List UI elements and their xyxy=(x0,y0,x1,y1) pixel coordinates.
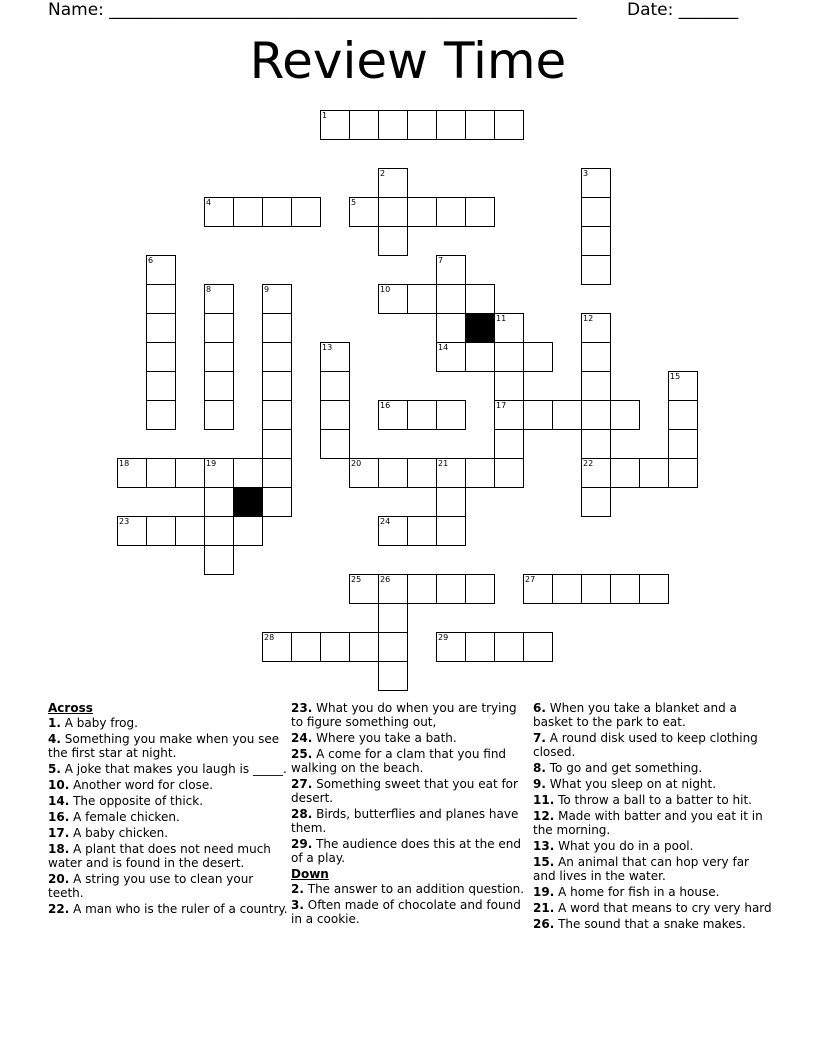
grid-cell[interactable] xyxy=(436,574,466,604)
grid-cell[interactable] xyxy=(581,226,611,256)
clue-number: 19. xyxy=(533,885,555,899)
grid-cell[interactable] xyxy=(204,313,234,343)
grid-cell[interactable] xyxy=(320,632,350,662)
grid-cell[interactable] xyxy=(407,284,437,314)
grid-cell[interactable] xyxy=(262,371,292,401)
grid-cell[interactable] xyxy=(204,342,234,372)
grid-cell[interactable] xyxy=(639,574,669,604)
grid-cell[interactable] xyxy=(349,458,379,488)
grid-cell[interactable] xyxy=(610,458,640,488)
cell-number: 5 xyxy=(351,198,357,207)
clue-number: 21. xyxy=(533,901,555,915)
grid-cell[interactable] xyxy=(204,487,234,517)
clue-text: When you take a blanket and a basket to the park to eat. xyxy=(533,701,737,729)
clue xyxy=(533,917,773,931)
date-label: Date: xyxy=(627,0,674,20)
grid-cell[interactable] xyxy=(378,516,408,546)
grid-cell[interactable] xyxy=(233,458,263,488)
clue-text: To go and get something. xyxy=(549,761,703,775)
grid-cell[interactable] xyxy=(117,516,147,546)
grid-cell[interactable] xyxy=(378,168,408,198)
clue-number: 29. xyxy=(291,837,313,851)
grid-cell[interactable] xyxy=(320,371,350,401)
cell-number: 23 xyxy=(119,517,130,526)
grid-cell[interactable] xyxy=(146,400,176,430)
cell-number: 19 xyxy=(206,459,217,468)
grid-cell[interactable] xyxy=(494,400,524,430)
clue xyxy=(533,855,773,883)
clue xyxy=(48,794,288,808)
grid-cell[interactable] xyxy=(378,574,408,604)
grid-cell[interactable] xyxy=(175,516,205,546)
clue xyxy=(291,882,531,896)
down-heading: Down xyxy=(291,867,329,881)
clue-text: Made with batter and you eat it in the morning. xyxy=(533,809,763,837)
grid-cell[interactable] xyxy=(465,342,495,372)
cell-number: 12 xyxy=(583,314,594,323)
clues-column-3 xyxy=(533,701,773,933)
cell-number: 14 xyxy=(438,343,449,352)
clue xyxy=(48,842,288,870)
grid-cell[interactable] xyxy=(581,458,611,488)
clue xyxy=(533,761,773,775)
cell-number: 4 xyxy=(206,198,212,207)
clue-text: A baby chicken. xyxy=(73,826,169,840)
clue-number: 24. xyxy=(291,731,313,745)
grid-cell[interactable] xyxy=(320,342,350,372)
clue xyxy=(48,716,288,730)
grid-cell[interactable] xyxy=(465,574,495,604)
grid-cell[interactable] xyxy=(436,632,466,662)
grid-cell[interactable] xyxy=(262,487,292,517)
grid-cell[interactable] xyxy=(378,603,408,633)
clue-text: Often made of chocolate and found in a cookie. xyxy=(291,898,521,926)
grid-cell[interactable] xyxy=(436,516,466,546)
grid-cell[interactable] xyxy=(436,197,466,227)
grid-cell[interactable] xyxy=(320,400,350,430)
cell-number: 9 xyxy=(264,285,270,294)
name-label: Name: xyxy=(48,0,104,20)
date-line: _______ xyxy=(678,0,739,20)
grid-cell[interactable] xyxy=(494,632,524,662)
grid-cell[interactable] xyxy=(117,458,147,488)
clue-number: 26. xyxy=(533,917,555,931)
cell-number: 22 xyxy=(583,459,594,468)
grid-cell[interactable] xyxy=(175,458,205,488)
clue xyxy=(533,885,773,899)
grid-cell[interactable] xyxy=(204,458,234,488)
clue-number: 7. xyxy=(533,731,546,745)
cell-number: 28 xyxy=(264,633,275,642)
clue-number: 28. xyxy=(291,807,313,821)
clue xyxy=(48,762,288,776)
clue-text: An animal that can hop very far and lives in the water. xyxy=(533,855,749,883)
clues-column-1 xyxy=(48,701,288,918)
grid-cell[interactable] xyxy=(204,371,234,401)
grid-cell[interactable] xyxy=(581,487,611,517)
grid-cell[interactable] xyxy=(407,574,437,604)
grid-cell[interactable] xyxy=(378,400,408,430)
clue-text: A plant that does not need much water and is found in the desert. xyxy=(48,842,271,870)
grid-cell[interactable] xyxy=(552,574,582,604)
clue-number: 25. xyxy=(291,747,313,761)
clue-number: 1. xyxy=(48,716,61,730)
across-clue-list-continued xyxy=(291,701,531,865)
grid-cell[interactable] xyxy=(668,371,698,401)
cell-number: 7 xyxy=(438,256,444,265)
grid-cell[interactable] xyxy=(494,458,524,488)
clue-number: 12. xyxy=(533,809,555,823)
clue-number: 14. xyxy=(48,794,70,808)
grid-cell[interactable] xyxy=(262,400,292,430)
clue-text: A home for fish in a house. xyxy=(558,885,720,899)
grid-cell[interactable] xyxy=(494,313,524,343)
clue-text: A come for a clam that you find walking on the beach. xyxy=(291,747,507,775)
grid-cell[interactable] xyxy=(639,458,669,488)
clue-number: 16. xyxy=(48,810,70,824)
clue xyxy=(291,777,531,805)
grid-cell[interactable] xyxy=(378,632,408,662)
grid-cell[interactable] xyxy=(320,429,350,459)
cell-number: 25 xyxy=(351,575,362,584)
cell-number: 26 xyxy=(380,575,391,584)
black-square xyxy=(233,487,263,517)
clue-text: A round disk used to keep clothing closed. xyxy=(533,731,758,759)
grid-cell[interactable] xyxy=(436,487,466,517)
grid-cell[interactable] xyxy=(349,110,379,140)
clues-column-2 xyxy=(291,701,531,928)
grid-cell[interactable] xyxy=(407,197,437,227)
grid-cell[interactable] xyxy=(465,110,495,140)
grid-cell[interactable] xyxy=(581,313,611,343)
grid-cell[interactable] xyxy=(610,400,640,430)
clue xyxy=(291,747,531,775)
grid-cell[interactable] xyxy=(436,284,466,314)
clue xyxy=(533,777,773,791)
grid-cell[interactable] xyxy=(581,371,611,401)
grid-cell[interactable] xyxy=(436,400,466,430)
cell-number: 11 xyxy=(496,314,507,323)
clue-number: 8. xyxy=(533,761,546,775)
grid-cell[interactable] xyxy=(465,632,495,662)
cell-number: 6 xyxy=(148,256,154,265)
clue xyxy=(533,793,773,807)
clue xyxy=(48,872,288,900)
grid-cell[interactable] xyxy=(349,197,379,227)
clue xyxy=(48,778,288,792)
page-title: Review Time xyxy=(249,32,567,90)
clue-text: Birds, butterflies and planes have them. xyxy=(291,807,519,835)
black-square xyxy=(465,313,495,343)
grid-cell[interactable] xyxy=(146,313,176,343)
grid-cell[interactable] xyxy=(494,110,524,140)
grid-cell[interactable] xyxy=(262,429,292,459)
down-clue-list-continued xyxy=(533,701,773,931)
grid-cell[interactable] xyxy=(262,342,292,372)
grid-cell[interactable] xyxy=(262,632,292,662)
clue-number: 10. xyxy=(48,778,70,792)
grid-cell[interactable] xyxy=(436,110,466,140)
grid-cell[interactable] xyxy=(233,516,263,546)
clue-text: A baby frog. xyxy=(64,716,138,730)
clue-text: The answer to an addition question. xyxy=(307,882,525,896)
clue-text: The audience does this at the end of a play. xyxy=(291,837,522,865)
grid-cell[interactable] xyxy=(204,545,234,575)
grid-cell[interactable] xyxy=(610,574,640,604)
grid-cell[interactable] xyxy=(465,458,495,488)
grid-cell[interactable] xyxy=(407,400,437,430)
grid-cell[interactable] xyxy=(668,400,698,430)
clue-number: 13. xyxy=(533,839,555,853)
grid-cell[interactable] xyxy=(349,574,379,604)
clue-text: A joke that makes you laugh is _____. xyxy=(64,762,287,776)
grid-cell[interactable] xyxy=(494,342,524,372)
cell-number: 1 xyxy=(322,111,328,120)
grid-cell[interactable] xyxy=(204,284,234,314)
cell-number: 29 xyxy=(438,633,449,642)
clue-text: The opposite of thick. xyxy=(73,794,204,808)
clue xyxy=(48,810,288,824)
clue xyxy=(291,837,531,865)
grid-cell[interactable] xyxy=(523,342,553,372)
grid-cell[interactable] xyxy=(523,400,553,430)
clue-number: 4. xyxy=(48,732,61,746)
clue-number: 9. xyxy=(533,777,546,791)
clue-number: 5. xyxy=(48,762,61,776)
cell-number: 21 xyxy=(438,459,449,468)
down-clue-list xyxy=(291,882,531,926)
cell-number: 18 xyxy=(119,459,130,468)
grid-cell[interactable] xyxy=(523,574,553,604)
clue xyxy=(48,826,288,840)
clue-number: 6. xyxy=(533,701,546,715)
clue-number: 3. xyxy=(291,898,304,912)
clue-text: A string you use to clean your teeth. xyxy=(48,872,254,900)
clue xyxy=(533,809,773,837)
cell-number: 8 xyxy=(206,285,212,294)
grid-cell[interactable] xyxy=(581,429,611,459)
clue xyxy=(291,701,531,729)
clue xyxy=(533,839,773,853)
grid-cell[interactable] xyxy=(436,458,466,488)
cell-number: 13 xyxy=(322,343,333,352)
grid-cell[interactable] xyxy=(146,255,176,285)
grid-cell[interactable] xyxy=(407,110,437,140)
grid-cell[interactable] xyxy=(407,458,437,488)
grid-cell[interactable] xyxy=(146,342,176,372)
grid-cell[interactable] xyxy=(552,400,582,430)
grid-cell[interactable] xyxy=(378,284,408,314)
grid-cell[interactable] xyxy=(146,458,176,488)
grid-cell[interactable] xyxy=(291,632,321,662)
grid-cell[interactable] xyxy=(204,516,234,546)
clue-text: The sound that a snake makes. xyxy=(558,917,746,931)
grid-cell[interactable] xyxy=(581,400,611,430)
cell-number: 27 xyxy=(525,575,536,584)
name-line: _______________________________________________________ xyxy=(109,0,577,20)
clue-number: 27. xyxy=(291,777,313,791)
clue-text: Something you make when you see the first star at night. xyxy=(48,732,280,760)
grid-cell[interactable] xyxy=(581,255,611,285)
clue-number: 17. xyxy=(48,826,70,840)
grid-cell[interactable] xyxy=(436,255,466,285)
grid-cell[interactable] xyxy=(146,516,176,546)
grid-cell[interactable] xyxy=(320,110,350,140)
cell-number: 10 xyxy=(380,285,391,294)
grid-cell[interactable] xyxy=(523,632,553,662)
clue-number: 11. xyxy=(533,793,555,807)
grid-cell[interactable] xyxy=(291,197,321,227)
across-clue-list xyxy=(48,716,288,916)
across-heading: Across xyxy=(48,701,93,715)
clue xyxy=(48,902,288,916)
grid-cell[interactable] xyxy=(146,371,176,401)
clue-text: Another word for close. xyxy=(73,778,214,792)
grid-cell[interactable] xyxy=(436,342,466,372)
cell-number: 17 xyxy=(496,401,507,410)
grid-cell[interactable] xyxy=(581,574,611,604)
clue-number: 2. xyxy=(291,882,304,896)
clue-text: What you do in a pool. xyxy=(558,839,694,853)
clue xyxy=(291,807,531,835)
clue xyxy=(48,732,288,760)
clue-number: 15. xyxy=(533,855,555,869)
clue xyxy=(291,731,531,745)
clue-text: To throw a ball to a batter to hit. xyxy=(558,793,752,807)
clue-text: A word that means to cry very hard xyxy=(558,901,772,915)
cell-number: 15 xyxy=(670,372,681,381)
grid-cell[interactable] xyxy=(204,400,234,430)
grid-cell[interactable] xyxy=(407,516,437,546)
grid-cell[interactable] xyxy=(494,371,524,401)
grid-cell[interactable] xyxy=(146,284,176,314)
clue-number: 18. xyxy=(48,842,70,856)
grid-cell[interactable] xyxy=(378,458,408,488)
grid-cell[interactable] xyxy=(378,226,408,256)
clue xyxy=(291,898,531,926)
cell-number: 3 xyxy=(583,169,589,178)
grid-cell[interactable] xyxy=(581,342,611,372)
clue-number: 20. xyxy=(48,872,70,886)
grid-cell[interactable] xyxy=(378,110,408,140)
cell-number: 24 xyxy=(380,517,391,526)
grid-cell[interactable] xyxy=(378,661,408,691)
clue xyxy=(533,701,773,729)
grid-cell[interactable] xyxy=(349,632,379,662)
grid-cell[interactable] xyxy=(668,458,698,488)
clue-number: 22. xyxy=(48,902,70,916)
grid-cell[interactable] xyxy=(436,313,466,343)
grid-cell[interactable] xyxy=(581,197,611,227)
grid-cell[interactable] xyxy=(494,429,524,459)
clue-number: 23. xyxy=(291,701,313,715)
clue-text: Something sweet that you eat for desert. xyxy=(291,777,518,805)
grid-cell[interactable] xyxy=(465,197,495,227)
grid-cell[interactable] xyxy=(233,197,263,227)
cell-number: 20 xyxy=(351,459,362,468)
cell-number: 16 xyxy=(380,401,391,410)
clue xyxy=(533,901,773,915)
clue-text: A female chicken. xyxy=(73,810,180,824)
clue xyxy=(533,731,773,759)
clue-text: Where you take a bath. xyxy=(316,731,457,745)
grid-cell[interactable] xyxy=(581,168,611,198)
clue-text: What you sleep on at night. xyxy=(549,777,717,791)
grid-cell[interactable] xyxy=(262,197,292,227)
clue-text: A man who is the ruler of a country. xyxy=(73,902,288,916)
grid-cell[interactable] xyxy=(262,458,292,488)
grid-cell[interactable] xyxy=(204,197,234,227)
grid-cell[interactable] xyxy=(465,284,495,314)
grid-cell[interactable] xyxy=(262,284,292,314)
grid-cell[interactable] xyxy=(378,197,408,227)
clue-text: What you do when you are trying to figure something out, xyxy=(291,701,517,729)
grid-cell[interactable] xyxy=(668,429,698,459)
cell-number: 2 xyxy=(380,169,386,178)
grid-cell[interactable] xyxy=(262,313,292,343)
